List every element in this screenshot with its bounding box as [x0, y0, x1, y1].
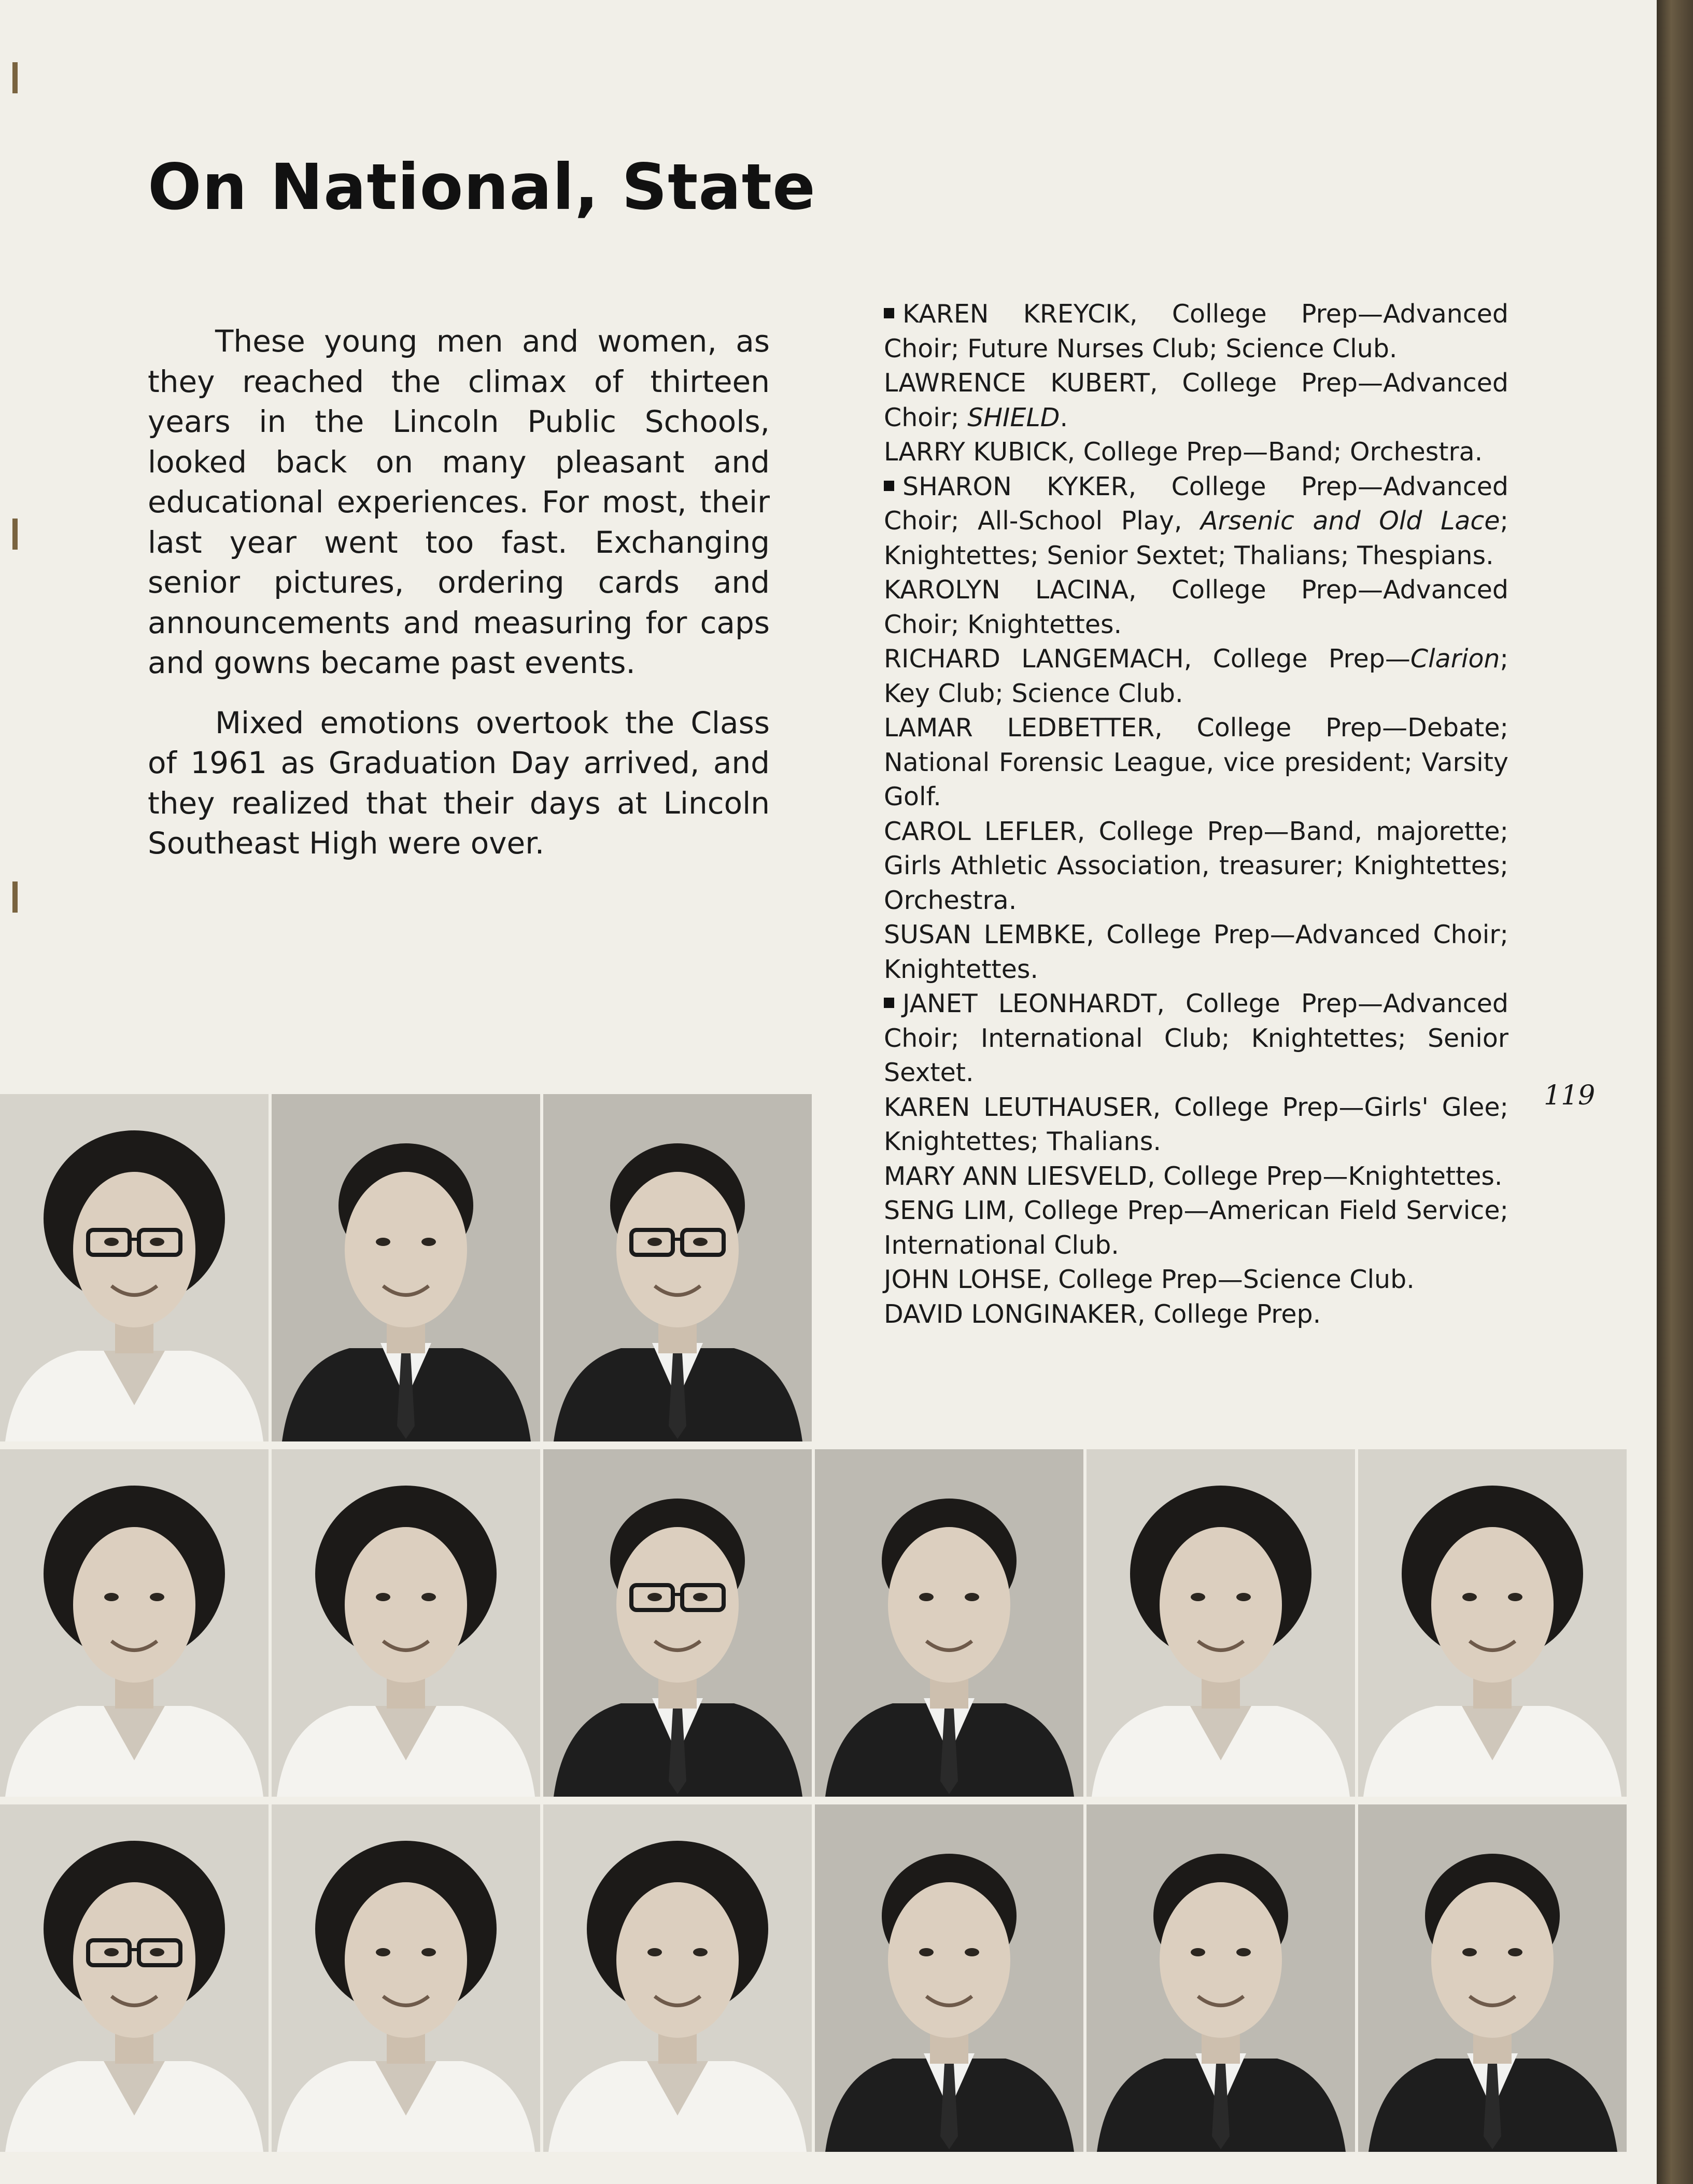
senior-program: College Prep [1098, 816, 1264, 846]
senior-portrait [543, 1449, 812, 1797]
senior-bio: JOHN LOHSE, College Prep—Science Club. [884, 1265, 1415, 1294]
senior-program: College Prep [1023, 1196, 1184, 1225]
senior-portrait [1358, 1449, 1627, 1797]
senior-name: LAWRENCE KUBERT [884, 368, 1150, 398]
portrait-photo [272, 1804, 540, 2152]
page-edge-mark [12, 62, 18, 93]
senior-bio: KAREN KREYCIK, College Prep—Advanced Choir; Future Nurses Club; Science Club. [884, 299, 1509, 363]
senior-activities: Band; Orchestra. [1268, 437, 1483, 467]
senior-name: JOHN LOHSE [884, 1265, 1042, 1294]
book-binding [1657, 0, 1693, 2184]
senior-name: CAROL LEFLER [884, 816, 1077, 846]
senior-program: College Prep [1212, 644, 1385, 674]
senior-bio: KAREN LEUTHAUSER, College Prep—Girls' Glee; Knightettes; Thalians. [884, 1092, 1508, 1156]
senior-activities: Girls' Glee; Knightettes; Thalians. [884, 1092, 1508, 1156]
senior-portrait [815, 1804, 1083, 2152]
senior-program: College Prep [1182, 368, 1358, 398]
intro-text [148, 321, 770, 884]
senior-program: College Prep [1172, 299, 1358, 329]
senior-bio: SUSAN LEMBKE, College Prep—Advanced Choir; Knightettes. [884, 920, 1508, 984]
senior-bio: LAMAR LEDBETTER, College Prep—Debate; National Forensic League, vice president; Varsity Golf. [884, 713, 1508, 811]
senior-program: College Prep [1106, 920, 1270, 949]
senior-bio: CAROL LEFLER, College Prep—Band, majorette; Girls Athletic Association, treasurer; Knightettes; Orchestra. [884, 816, 1508, 915]
senior-photo-grid [0, 1094, 1641, 2184]
senior-activities: Advanced Choir; Future Nurses Club; Science Club. [884, 299, 1509, 363]
senior-name: SENG LIM [884, 1196, 1007, 1225]
portrait-photo [1087, 1449, 1355, 1797]
senior-bio: MARY ANN LIESVELD, College Prep—Knightettes. [884, 1161, 1503, 1191]
senior-program: College Prep [1171, 575, 1358, 605]
portrait-photo [543, 1094, 812, 1441]
senior-program: College Prep. [1153, 1299, 1321, 1329]
senior-program: College Prep [1083, 437, 1243, 467]
senior-name: KAROLYN LACINA [884, 575, 1128, 605]
portrait-photo [272, 1449, 540, 1797]
senior-name: RICHARD LANGEMACH [884, 644, 1184, 674]
portrait-photo [1087, 1804, 1355, 2152]
intro-paragraph: These young men and women, as they reached the climax of thirteen years in the Lincoln Public Schools, looked back on many pleasant and educational experiences. For most, their last year went too fast. Exchanging senior pictures, ordering cards and announcements and measuring for caps and gowns became past events. [148, 324, 770, 680]
senior-portrait [1358, 1804, 1627, 2152]
senior-bio: DAVID LONGINAKER, College Prep. [884, 1299, 1321, 1329]
senior-portrait [272, 1449, 540, 1797]
senior-program: College Prep [1163, 1161, 1323, 1191]
senior-portrait [272, 1804, 540, 2152]
senior-portrait [1087, 1449, 1355, 1797]
senior-program: College Prep [1174, 1092, 1339, 1122]
senior-activities: Debate; National Forensic League, vice president; Varsity Golf. [884, 713, 1508, 811]
senior-activities: Advanced Choir; Knightettes. [884, 575, 1508, 639]
page-title: On National, State [148, 150, 816, 224]
senior-name: DAVID LONGINAKER [884, 1299, 1138, 1329]
portrait-photo [272, 1094, 540, 1441]
senior-bio: KAROLYN LACINA, College Prep—Advanced Choir; Knightettes. [884, 575, 1508, 639]
senior-portrait [1087, 1804, 1355, 2152]
senior-name: SUSAN LEMBKE [884, 920, 1087, 949]
senior-name: LAMAR LEDBETTER [884, 713, 1155, 743]
page-edge-mark [12, 519, 18, 550]
senior-portrait [543, 1804, 812, 2152]
senior-portrait [0, 1449, 269, 1797]
senior-bio: JANET LEONHARDT, College Prep—Advanced Choir; International Club; Knightettes; Senior Sextet. [884, 989, 1508, 1087]
senior-program: College Prep [1058, 1265, 1218, 1294]
honor-marker-icon [884, 998, 894, 1008]
senior-activities: Advanced Choir; All-School Play, Arsenic and Old Lace; Knightettes; Senior Sextet; Thalians; Thespians. [884, 471, 1508, 570]
senior-bio: SHARON KYKER, College Prep—Advanced Choir; All-School Play, Arsenic and Old Lace; Knightettes; Senior Sextet; Thalians; Thespians. [884, 471, 1508, 570]
honor-marker-icon [884, 308, 894, 318]
activity-title: Clarion [1410, 644, 1500, 674]
senior-activities: American Field Service; International Club. [884, 1196, 1508, 1260]
intro-paragraph: Mixed emotions overtook the Class of 1961 as Graduation Day arrived, and they realized that their days at Lincoln Southeast High were over. [148, 705, 770, 861]
senior-activities: Advanced Choir; Knightettes. [884, 920, 1508, 984]
senior-activities: Advanced Choir; International Club; Knightettes; Senior Sextet. [884, 989, 1508, 1087]
senior-program: College Prep [1171, 471, 1358, 501]
activity-title: Arsenic and Old Lace [1201, 506, 1500, 536]
senior-portrait [272, 1094, 540, 1441]
senior-portrait [0, 1804, 269, 2152]
senior-portrait [815, 1449, 1083, 1797]
portrait-photo [543, 1449, 812, 1797]
portrait-photo [1358, 1804, 1627, 2152]
senior-bio: LARRY KUBICK, College Prep—Band; Orchestra. [884, 437, 1483, 467]
portrait-photo [815, 1804, 1083, 2152]
portrait-photo [1358, 1449, 1627, 1797]
portrait-photo [0, 1449, 269, 1797]
senior-activities: Clarion; Key Club; Science Club. [884, 644, 1508, 708]
page-number: 119 [1544, 1080, 1596, 1111]
senior-program: College Prep [1186, 989, 1358, 1018]
senior-program: College Prep [1196, 713, 1382, 743]
senior-portrait [543, 1094, 812, 1441]
portrait-photo [0, 1804, 269, 2152]
senior-name: MARY ANN LIESVELD [884, 1161, 1147, 1191]
activity-title: SHIELD [967, 402, 1060, 432]
senior-portrait [0, 1094, 269, 1441]
senior-activities: Knightettes. [1348, 1161, 1503, 1191]
senior-activities: Advanced Choir; SHIELD. [884, 368, 1509, 432]
portrait-photo [0, 1094, 269, 1441]
senior-activities: Band, majorette; Girls Athletic Association, treasurer; Knightettes; Orchestra. [884, 816, 1508, 915]
senior-bio: RICHARD LANGEMACH, College Prep—Clarion; Key Club; Science Club. [884, 644, 1508, 708]
senior-name: KAREN LEUTHAUSER [884, 1092, 1153, 1122]
portrait-photo [815, 1449, 1083, 1797]
page-edge-mark [12, 881, 18, 913]
portrait-photo [543, 1804, 812, 2152]
senior-bio: SENG LIM, College Prep—American Field Service; International Club. [884, 1196, 1508, 1260]
senior-bio: LAWRENCE KUBERT, College Prep—Advanced Choir; SHIELD. [884, 368, 1509, 432]
senior-name: LARRY KUBICK [884, 437, 1067, 467]
senior-name: SHARON KYKER [902, 471, 1128, 501]
senior-name: JANET LEONHARDT [902, 989, 1157, 1018]
honor-marker-icon [884, 481, 894, 491]
senior-name: KAREN KREYCIK [902, 299, 1130, 329]
senior-activities: Science Club. [1243, 1265, 1415, 1294]
